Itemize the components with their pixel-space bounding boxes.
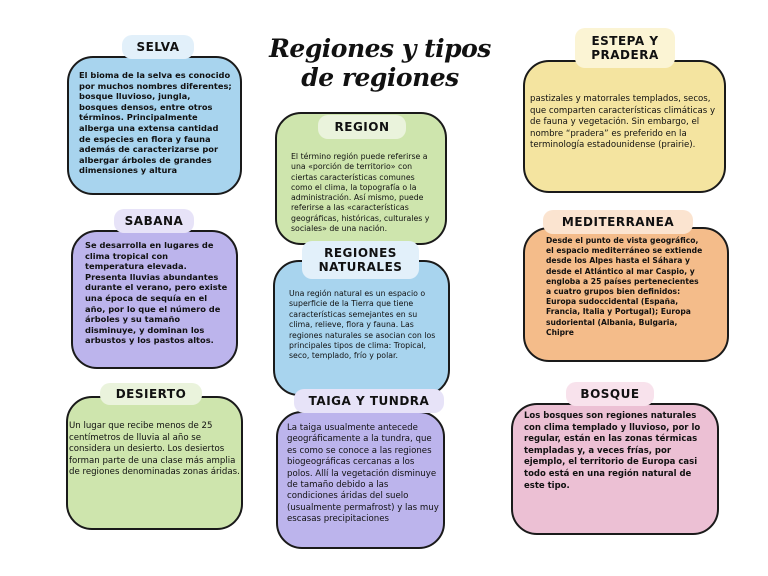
taiga-card xyxy=(276,411,445,549)
naturales-card xyxy=(273,260,450,396)
desierto-text: Un lugar que recibe menos de 25 centímetros de lluvia al año se considera un desierto. Los desiertos forman parte de una clase más amplia de regiones denominadas zonas áridas. xyxy=(69,421,240,478)
desierto-card xyxy=(66,396,243,530)
selva-heading: SELVA xyxy=(122,35,194,59)
sabana-heading: SABANA xyxy=(114,209,194,233)
page-title: Regiones y tipos de regiones xyxy=(269,34,491,92)
sabana-text: Se desarrolla en lugares de clima tropical con temperatura elevada. Presenta lluvias abundantes durante el verano, pero existe una época de sequía en el año, por lo que el número de árboles y su tamaño disminuye, y dominan los arbustos y los pastos altos. xyxy=(85,240,228,346)
taiga-heading: TAIGA Y TUNDRA xyxy=(294,389,444,413)
selva-card xyxy=(67,56,242,195)
naturales-heading: REGIONES NATURALES xyxy=(302,241,419,279)
bosque-heading: BOSQUE xyxy=(566,382,654,406)
bosque-card xyxy=(511,403,719,535)
taiga-text: La taiga usualmente antecede geográficamente a la tundra, que es como se conoce a las regiones biogeográficas cercanas a los polos. Allí la vegetación disminuye de tamaño debido a las condiciones áridas del suelo (usualmente permafrost) y las muy escasas precipitaciones xyxy=(287,423,439,525)
region-text: El término región puede referirse a una «porción de territorio» con ciertas características comunes como el clima, la topografía o la administración. Así mismo, puede referirse a las «características geográficas, históricas, culturales y sociales» de una nación. xyxy=(291,152,430,234)
sabana-card xyxy=(71,230,238,369)
region-heading: REGION xyxy=(318,115,406,139)
estepa-card xyxy=(523,60,726,193)
naturales-text: Una región natural es un espacio o superficie de la Tierra que tiene características semejantes en su clima, relieve, flora y fauna. Las regiones naturales se asocian con los principales tipos de clima: Tropical, seco, templado, frío y polar. xyxy=(289,289,436,361)
estepa-heading: ESTEPA Y PRADERA xyxy=(575,28,675,68)
bosque-text: Los bosques son regiones naturales con clima templado y lluvioso, por lo regular, están en las zonas térmicas templadas y, a veces frías, por ejemplo, el territorio de Europa casi todo está en una región natural de este tipo. xyxy=(524,411,701,491)
selva-text: El bioma de la selva es conocido por muchos nombres diferentes; bosque lluvioso, jungla, bosques densos, entre otros términos. Principalmente alberga una extensa cantidad de especies en flora y fauna además de caracterizarse por albergar árboles de grandes dimensiones y altura xyxy=(79,70,232,176)
mediterranea-text: Desde el punto de vista geográfico, el espacio mediterráneo se extiende desde los Alpes hasta el Sáhara y desde el Atlántico al mar Caspio, y engloba a 25 países pertenecientes a cuatro grupos bien definidos: Europa sudoccidental (España, Francia, Italia y Portugal); Europa sudoriental (Albania, Bulgaria, Chipre xyxy=(546,236,703,337)
estepa-text: pastizales y matorrales templados, secos, que comparten características climáticas y de fauna y vegetación. Sin embargo, el nombre “pradera” es preferido en la terminología estadounidense (prairie). xyxy=(530,94,716,151)
mediterranea-card xyxy=(523,227,729,362)
desierto-heading: DESIERTO xyxy=(100,383,202,405)
mediterranea-heading: MEDITERRANEA xyxy=(543,210,693,234)
